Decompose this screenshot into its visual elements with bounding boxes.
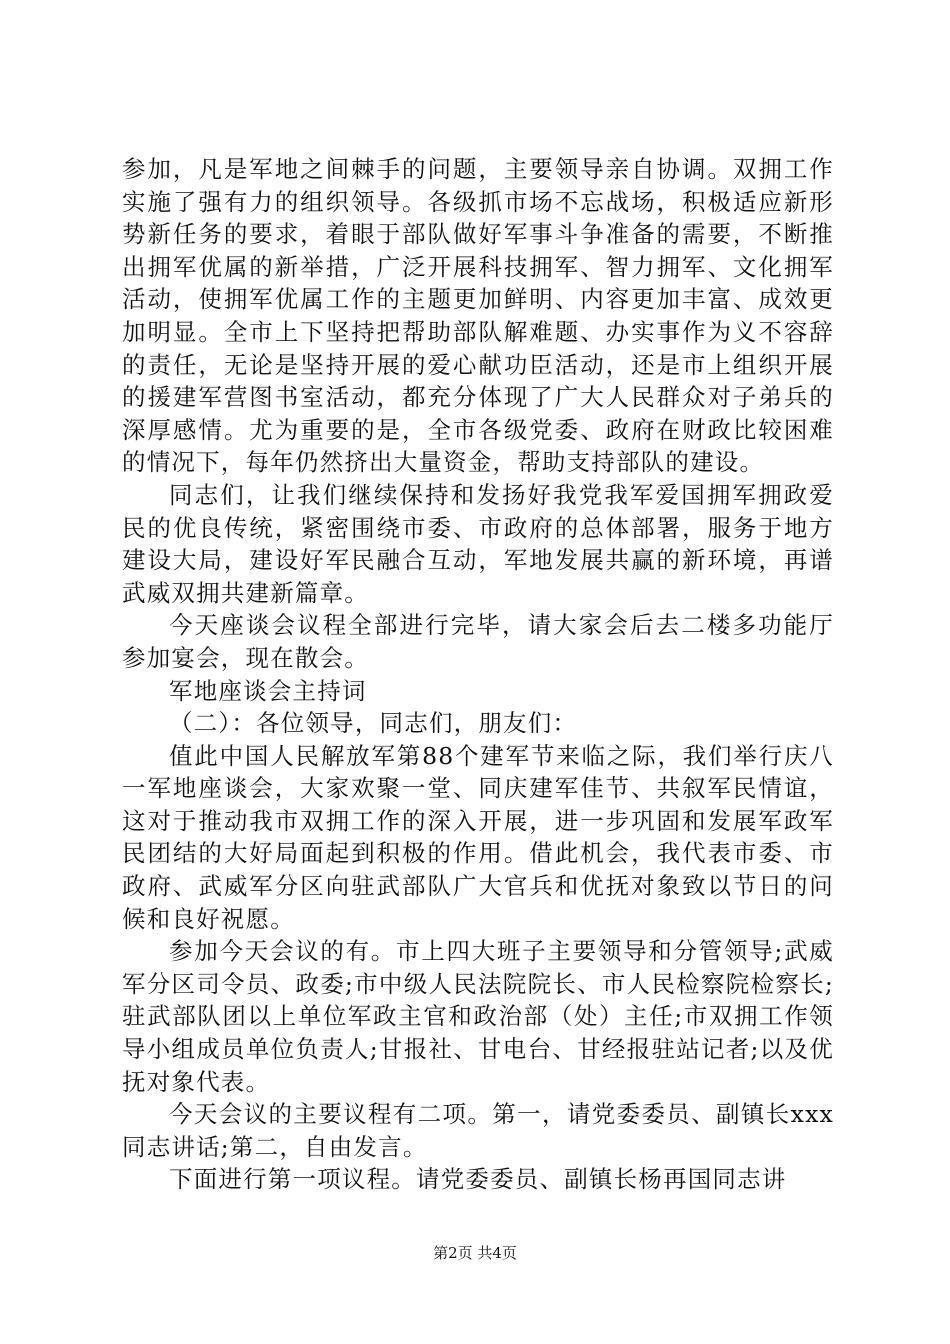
paragraph-6: 值此中国人民解放军第88个建军节来临之际，我们举行庆八一军地座谈会，大家欢聚一堂、同庆建军佳节、共叙军民情谊，这对于推动我市双拥工作的深入开展，进一步巩固和发展军政军民团结的大好局面起到积极的作用。借此机会，我代表市委、市政府、武威军分区向驻武部队广大官兵和优抚对象致以节日的问候和良好祝愿。 — [122, 741, 834, 933]
paragraph-7: 参加今天会议的有。市上四大班子主要领导和分管领导;武威军分区司令员、政委;市中级人民法院院长、市人民检察院检察长;驻武部队团以上单位军政主官和政治部（处）主任;市双拥工作领导小组成员单位负责人;甘报社、甘电台、甘经报驻站记者;以及优抚对象代表。 — [122, 937, 834, 1096]
paragraph-3: 今天座谈会议程全部进行完毕，请大家会后去二楼多功能厅参加宴会，现在散会。 — [122, 611, 834, 672]
paragraph-8: 今天会议的主要议程有二项。第一，请党委委员、副镇长xxx同志讲话;第二，自由发言。 — [122, 1100, 834, 1161]
paragraph-9: 下面进行第一项议程。请党委委员、副镇长杨再国同志讲 — [169, 1165, 787, 1194]
page-footer: 第2页 共4页 — [433, 1244, 517, 1262]
paragraph-2: 同志们，让我们继续保持和发扬好我党我军爱国拥军拥政爱民的优良传统，紧密围绕市委、市政府的总体部署，服务于地方建设大局，建设好军民融合互动，军地发展共赢的新环境，再谱武威双拥共建新篇章。 — [122, 480, 834, 607]
greeting-line: （二）：各位领导，同志们，朋友们： — [169, 709, 578, 738]
document-body — [122, 153, 834, 1196]
paragraph-1: 参加，凡是军地之间棘手的问题，主要领导亲自协调。双拥工作实施了强有力的组织领导。各级抓市场不忘战场，积极适应新形势新任务的要求，着眼于部队做好军事斗争准备的需要，不断推出拥军优属的新举措，广泛开展科技拥军、智力拥军、文化拥军活动，使拥军优属工作的主题更加鲜明、内容更加丰富、成效更加明显。全市上下坚持把帮助部队解难题、办实事作为义不容辞的责任，无论是坚持开展的爱心献功臣活动，还是市上组织开展的援建军营图书室活动，都充分体现了广大人民群众对子弟兵的深厚感情。尤为重要的是，全市各级党委、政府在财政比较困难的情况下，每年仍然挤出大量资金，帮助支持部队的建设。 — [122, 155, 834, 477]
section-heading: 军地座谈会主持词 — [169, 676, 367, 705]
